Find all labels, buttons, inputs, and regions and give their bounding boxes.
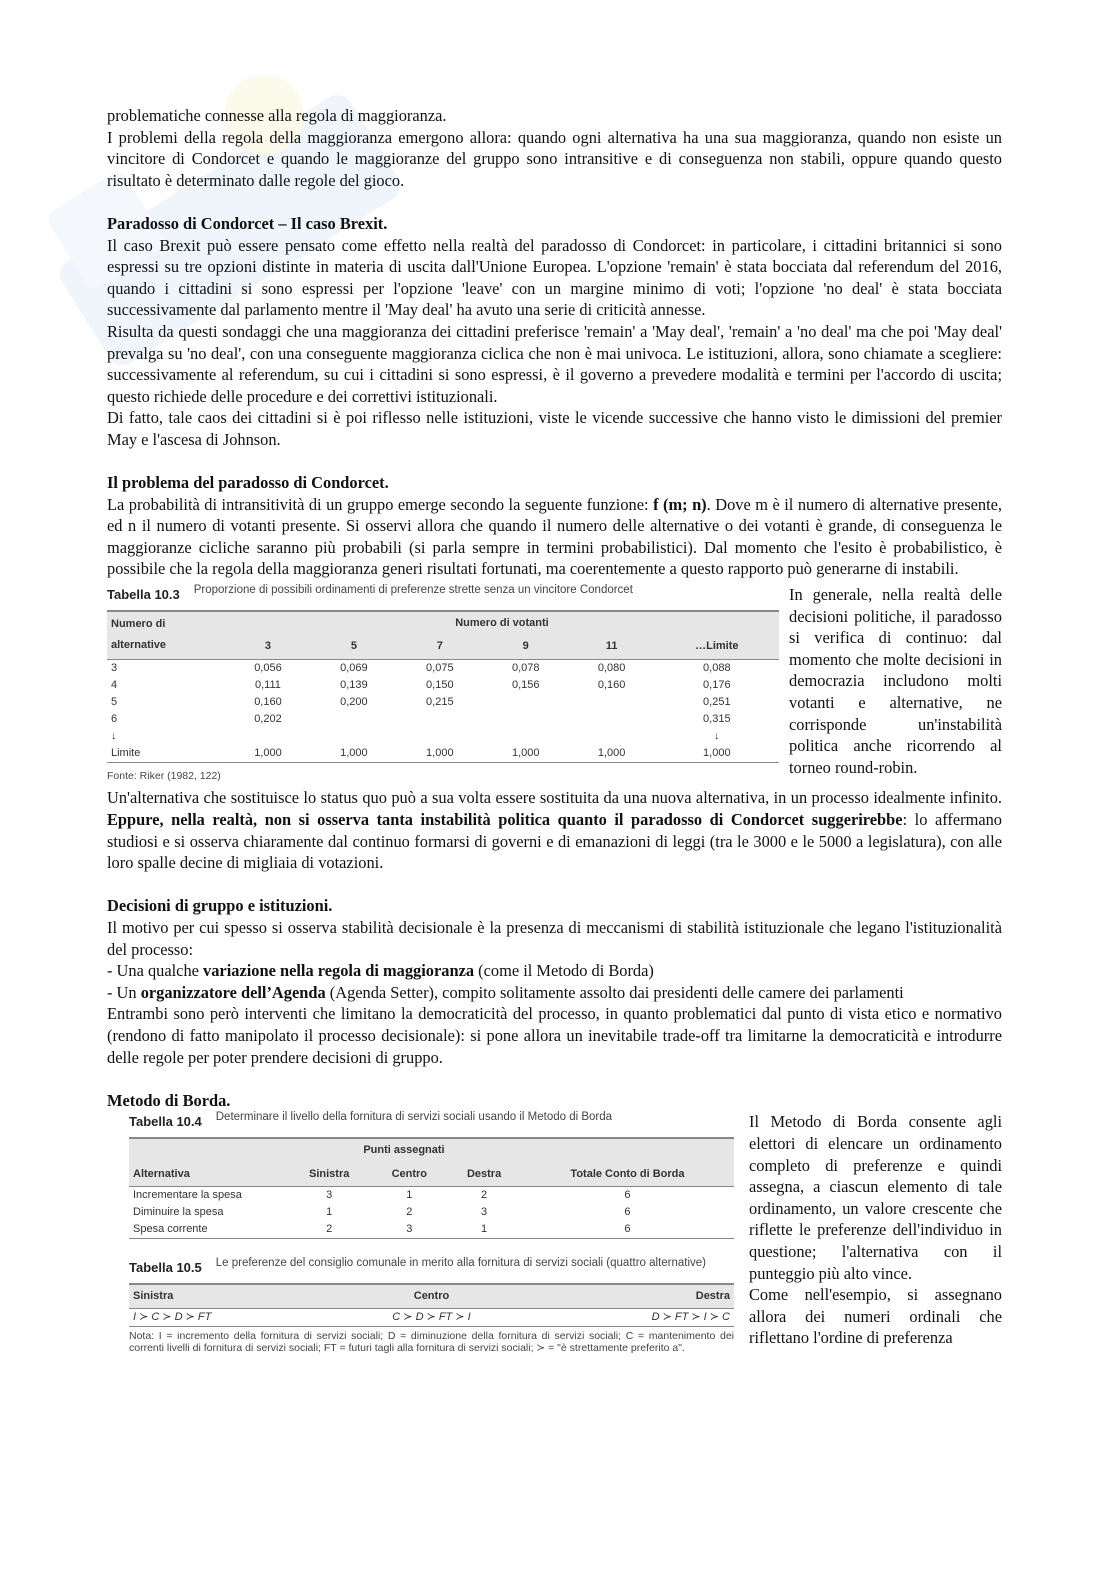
table-row [129, 1187, 734, 1205]
paragraph: problematiche connesse alla regola di maggioranza. [107, 106, 447, 125]
table-number: Tabella 10.4 [129, 1114, 202, 1130]
paragraph: Entrambi sono però interventi che limitano la democraticità del processo, in quanto problematici dal punto di vista etico e normativo (rendono di fatto manipolato il processo decisionale): si pone allora un inevitabile trade-off tra limitarne la democraticità e introdurre delle regole per poter prendere decisioni di gruppo. [107, 1004, 1002, 1067]
table-cell: 1,000 [703, 746, 731, 759]
row-header: Numero di alternative [111, 617, 167, 652]
row-label: Incrementare la spesa [133, 1189, 242, 1202]
paragraph: Il caso Brexit può essere pensato come effetto nella realtà del paradosso di Condorcet: in particolare, i cittadini britannici si sono espressi su tre opzioni distinte in materia di uscita dall'Unione Europea. L'opzione 'remain' è stata bocciata dal referendum del 2016, quando i cittadini si sono espressi per l'opzione 'leave' con un margine minimo di voti; l'opzione 'no deal' è stata bocciata successivamente dal parlamento mentre il 'May deal' ha avuto una serie di criticità annesse. [107, 235, 1002, 320]
table-cell [311, 728, 397, 745]
table-cell [483, 728, 569, 745]
column-header: 11 [605, 640, 618, 653]
table-cell: 0,200 [340, 695, 368, 708]
column-header: Sinistra [309, 1167, 350, 1180]
table-caption: Determinare il livello della fornitura di servizi sociali usando il Metodo di Borda [215, 1111, 613, 1124]
column-header: …Limite [695, 640, 739, 653]
table-cell: 3 [406, 1223, 413, 1236]
paragraph: Risulta da questi sondaggi che una maggioranza dei cittadini preferisce 'remain' a 'May deal', 'remain' a 'no deal' ma che poi 'May deal' prevalga su 'no deal', con una conseguente maggioranza ciclica che non è mai univoca. Le istituzioni, allora, sono chiamate a scegliere: successivamente al referendum, su cui i cittadini si sono espressi, è il governo a prevedere modalità e termini per l'accordo di uscita; questo richiede delle procedure e dei correttivi istituzionali. [107, 321, 1002, 406]
text: (Agenda Setter), compito solitamente assolto dai presidenti delle camere dei parlamenti [325, 982, 904, 1002]
column-header: 5 [350, 640, 357, 653]
text: - Un [107, 982, 141, 1002]
table-cell: 0,176 [703, 678, 731, 691]
table-caption: Le preferenze del consiglio comunale in merito alla fornitura di servizi sociali (quattro alternative) [215, 1257, 707, 1270]
column-header: Centro [391, 1167, 428, 1180]
column-header: 7 [436, 640, 443, 653]
row-label: 5 [111, 695, 118, 708]
table-cell: 0,139 [340, 678, 368, 691]
table-cell [569, 694, 655, 711]
down-arrow-icon: ↓ [111, 729, 117, 742]
list-item [107, 982, 1002, 1004]
table-cell [569, 728, 655, 745]
table-cell: C ≻ D ≻ FT ≻ I [392, 1311, 471, 1324]
section-heading: Il problema del paradosso di Condorcet. [107, 473, 389, 493]
column-header: Sinistra [133, 1289, 174, 1302]
paragraph [107, 787, 1002, 873]
table-10-3-block [107, 584, 1002, 787]
text: (come il Metodo di Borda) [474, 961, 654, 981]
borda-tables [107, 1111, 734, 1354]
table-10-4 [129, 1111, 734, 1239]
paragraph: Di fatto, tale caos dei cittadini si è poi riflesso nelle istituzioni, viste le vicende successive che hanno visto le dimissioni del premier May e l'ascesa di Johnson. [107, 408, 1002, 449]
table-cell: 0,160 [597, 678, 626, 691]
table-10-5 [129, 1257, 734, 1354]
table-cell: 0,160 [254, 695, 282, 708]
text: . Dove m è il numero di alternative presente, ed n il numero di votanti presente. Si osservi allora che quando il numero delle alternative o dei votanti è grande, di conseguenza le maggioranze cicliche saranno più probabili (si parla sempre in termini probabilistici). Dal momento che l'esito è probabilistico, è possibile che la regola della maggioranza generi risultati fortunati, ma coerentemente a questo rapporto può generarne di instabili. [107, 494, 1002, 579]
table-number: Tabella 10.3 [107, 587, 180, 603]
section-heading: Metodo di Borda. [107, 1090, 231, 1110]
table-source: Fonte: Riker (1982, 122) [107, 769, 221, 782]
text: La probabilità di intransitività di un gruppo emerge secondo la seguente funzione: [107, 494, 654, 514]
table-row [107, 659, 779, 677]
table-cell: 0,315 [703, 712, 731, 725]
bold-text: organizzatore dell’Agenda [140, 982, 326, 1002]
table-cell: 0,251 [703, 695, 731, 708]
table-10-3 [107, 584, 779, 787]
table-number: Tabella 10.5 [129, 1260, 202, 1276]
side-paragraph: Il Metodo di Borda consente agli elettori di elencare un ordinamento completo di preferenze e quindi assegna, a ciascun elemento di tale ordinamento, un valore crescente che riflette le preferenze dell'individuo in questione; l'alternativa con il punteggio più alto vince. [749, 1112, 1002, 1283]
paragraph: Il motivo per cui spesso si osserva stabilità decisionale è la presenza di meccanismi di stabilità istituzionale che legano l'istituzionalità del processo: [107, 918, 1002, 959]
table-row [107, 694, 779, 711]
table-row [129, 1221, 734, 1239]
table-cell: 0,080 [597, 661, 626, 674]
list-item [107, 960, 1002, 982]
paragraph [107, 494, 1002, 580]
table-cell: 0,056 [254, 661, 282, 674]
table-cell [311, 711, 397, 728]
table-cell: 1,000 [426, 746, 454, 759]
table-cell: 0,088 [703, 661, 731, 674]
column-header: Destra [466, 1167, 502, 1180]
table-cell: 1 [481, 1223, 488, 1236]
table-cell [569, 711, 655, 728]
table-cell [397, 711, 483, 728]
table-cell: 6 [624, 1189, 631, 1202]
down-arrow-icon: ↓ [714, 729, 720, 742]
document-body [107, 105, 1002, 1354]
table-cell [225, 728, 311, 745]
row-label: Diminuire la spesa [133, 1206, 224, 1219]
table-cell: 1 [326, 1206, 333, 1219]
table-cell: 2 [326, 1223, 333, 1236]
table-cell: 0,215 [426, 695, 454, 708]
table-cell: 1,000 [254, 746, 282, 759]
table-row [107, 677, 779, 694]
row-label: 3 [111, 661, 118, 674]
table-row [107, 745, 779, 763]
bold-text: variazione nella regola di maggioranza [203, 961, 475, 981]
table-caption: Proporzione di possibili ordinamenti di preferenze strette senza un vincitore Condorcet [193, 584, 633, 597]
column-header: Centro [413, 1289, 450, 1302]
table-cell: 2 [406, 1206, 413, 1219]
table-cell: 3 [481, 1206, 488, 1219]
row-label: Limite [111, 746, 141, 759]
table-cell: 0,069 [340, 661, 368, 674]
side-paragraph: Come nell'esempio, si assegnano allora dei numeri ordinali che riflettano l'ordine di preferenza [749, 1285, 1002, 1348]
table-cell: 0,202 [254, 712, 282, 725]
table-cell: 0,111 [255, 678, 281, 691]
table-cell: 1 [406, 1189, 413, 1202]
table-cell: 6 [624, 1223, 631, 1236]
row-label: 4 [111, 678, 118, 691]
text: - Una qualche [107, 961, 204, 981]
group-header: Numero di votanti [455, 616, 549, 629]
table-grid [129, 1283, 734, 1328]
column-header: Totale Conto di Borda [570, 1167, 685, 1180]
table-cell: 0,075 [426, 661, 454, 674]
formula: f (m; n) [653, 494, 707, 514]
group-header: Punti assegnati [363, 1143, 445, 1156]
arrow-row [107, 728, 779, 745]
column-header: Alternativa [133, 1167, 190, 1180]
row-label: 6 [111, 712, 118, 725]
row-label: Spesa corrente [133, 1223, 208, 1236]
text: Un'alternativa che sostituisce lo status quo può a sua volta essere sostituita da una nuova alternativa, in un processo idealmente infinito. [107, 788, 1002, 808]
table-cell: 1,000 [340, 746, 368, 759]
table-cell [397, 728, 483, 745]
column-header: 9 [522, 640, 529, 653]
section-heading: Decisioni di gruppo e istituzioni. [107, 896, 333, 916]
table-cell [483, 694, 569, 711]
table-row [107, 711, 779, 728]
table-cell: 1,000 [511, 746, 540, 759]
paragraph: I problemi della regola della maggioranza emergono allora: quando ogni alternativa ha una sua maggioranza, quando non esiste un vincitore di Condorcet e quando le maggioranze del gruppo sono intransitive e di conseguenza non stabili, oppure quando questo risultato è determinato dalle regole del gioco. [107, 127, 1002, 190]
table-cell: 6 [624, 1206, 631, 1219]
section-heading: Paradosso di Condorcet – Il caso Brexit. [107, 213, 388, 233]
column-header: Destra [695, 1289, 730, 1302]
table-note: Nota: I = incremento della fornitura di servizi sociali; D = diminuzione della fornitura di servizi sociali; C = mantenimento dei correnti livelli di fornitura di servizi sociali; FT = futuri tagli alla fornitura di servizi sociali; ≻ = "è strettamente preferito a". [129, 1330, 734, 1355]
table-grid [107, 610, 779, 763]
borda-block [107, 1111, 1002, 1354]
table-cell: 2 [481, 1189, 488, 1202]
text: : lo affermano studiosi e si osserva chiaramente dal continuo formarsi di governi e di emanazioni di leggi (tra le 3000 e le 5000 a legislatura), con alle loro spalle decine di migliaia di votazioni. [107, 810, 1002, 873]
column-header: 3 [264, 640, 272, 653]
side-column [749, 1111, 1002, 1354]
table-cell [483, 711, 569, 728]
table-cell: 3 [326, 1189, 333, 1202]
table-grid [129, 1137, 734, 1239]
side-paragraph: In generale, nella realtà delle decisioni politiche, il paradosso si verifica di continuo: dal momento che molte decisioni in democrazia includono molti votanti e alternative, ne corrisponde un'instabilità politica anche ricorrendo al torneo round-robin. [789, 585, 1002, 777]
table-cell: 0,150 [426, 678, 454, 691]
table-row [129, 1204, 734, 1221]
table-cell: I ≻ C ≻ D ≻ FT [133, 1311, 212, 1324]
table-cell: D ≻ FT ≻ I ≻ C [651, 1311, 730, 1324]
table-cell: 0,078 [511, 661, 540, 674]
table-cell: 1,000 [597, 746, 626, 759]
table-cell: 0,156 [511, 678, 540, 691]
bold-text: Eppure, nella realtà, non si osserva tanta instabilità politica quanto il paradosso di Condorcet suggerirebbe [107, 810, 903, 830]
